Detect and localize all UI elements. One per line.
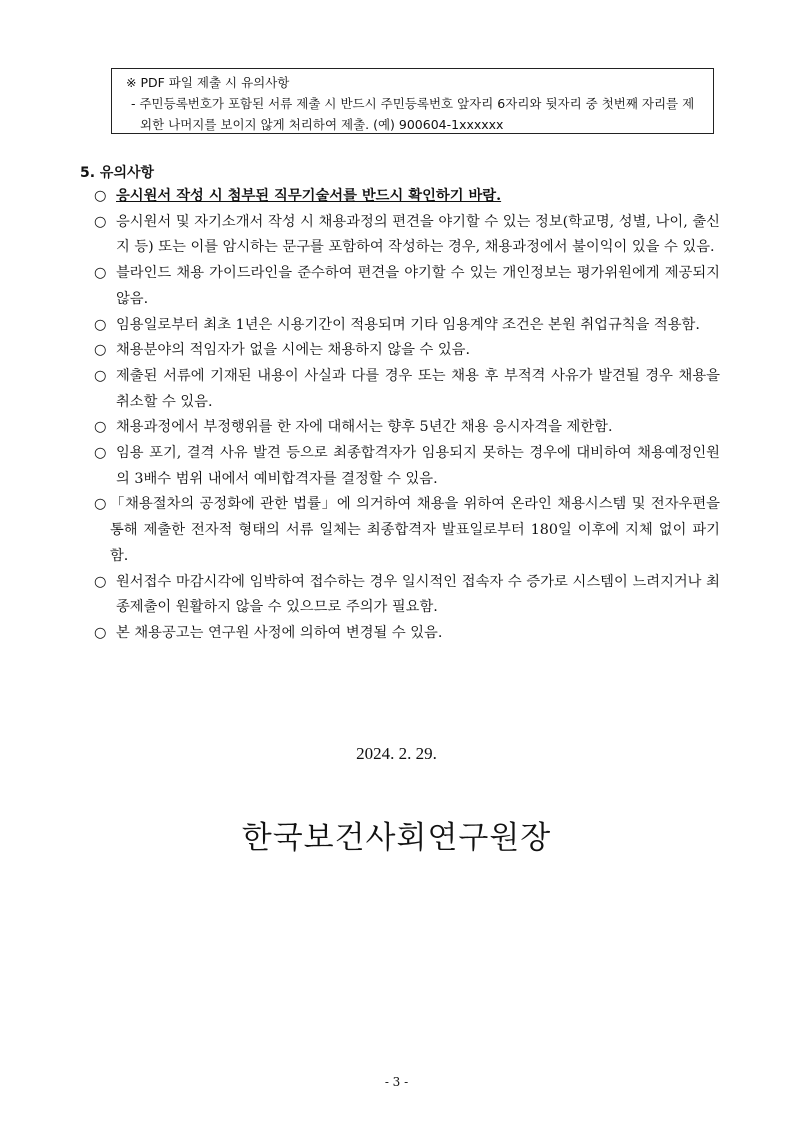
precautions-list xyxy=(88,184,720,647)
list-item-text: 임용 포기, 결격 사유 발견 등으로 최종합격자가 임용되지 못하는 경우에 대비하여 채용예정인원의 3배수 범위 내에서 예비합격자를 결정할 수 있음. xyxy=(116,445,720,487)
list-item xyxy=(88,338,720,364)
issuer-signature: 한국보건사회연구원장 xyxy=(241,820,552,856)
list-item xyxy=(88,261,720,312)
bullet-icon: ○ xyxy=(94,573,107,590)
section-title: 5. 유의사항 xyxy=(80,165,155,181)
bullet-icon: ○ xyxy=(94,496,107,513)
notice-item: - 주민등록번호가 포함된 서류 제출 시 반드시 주민등록번호 앞자리 6자리와 뒷자리 중 첫번째 자리를 제외한 나머지를 보이지 않게 처리하여 제출. (예) 900604-1xxxxxx xyxy=(131,96,695,132)
announcement-date: 2024. 2. 29. xyxy=(356,744,437,763)
list-item-text: 「채용절차의 공정화에 관한 법률」에 의거하여 채용을 위하여 온라인 채용시스템 및 전자우편을 통해 제출한 전자적 형태의 서류 일체는 최종합격자 발표일로부터 180일 이후에 지체 없이 파기함. xyxy=(110,496,720,564)
page-number: - 3 - xyxy=(384,1075,409,1089)
list-item-text: 본 채용공고는 연구원 사정에 의하여 변경될 수 있음. xyxy=(116,624,443,641)
list-item xyxy=(88,621,720,647)
list-item xyxy=(88,313,720,339)
list-item-text: 채용과정에서 부정행위를 한 자에 대해서는 향후 5년간 채용 응시자격을 제한함. xyxy=(116,419,613,436)
list-item xyxy=(88,210,720,261)
bullet-icon: ○ xyxy=(94,188,107,204)
list-item xyxy=(88,441,720,492)
bullet-icon: ○ xyxy=(94,265,107,282)
bullet-icon: ○ xyxy=(94,624,107,641)
list-item xyxy=(88,184,720,210)
list-item xyxy=(88,364,720,415)
pdf-notice-box xyxy=(111,68,714,134)
list-item xyxy=(88,415,720,441)
list-item-text: 응시원서 및 자기소개서 작성 시 채용과정의 편견을 야기할 수 있는 정보(학교명, 성별, 나이, 출신지 등) 또는 이를 암시하는 문구를 포함하여 작성하는 경우, 채용과정에서 불이익이 있을 수 있음. xyxy=(116,213,720,256)
bullet-icon: ○ xyxy=(94,367,107,384)
list-item-text: 제출된 서류에 기재된 내용이 사실과 다를 경우 또는 채용 후 부적격 사유가 발견될 경우 채용을 취소할 수 있음. xyxy=(116,367,720,410)
list-item-text: 원서접수 마감시각에 임박하여 접수하는 경우 일시적인 접속자 수 증가로 시스템이 느려지거나 최종제출이 원활하지 않을 수 있으므로 주의가 필요함. xyxy=(116,573,720,616)
list-item-text: 블라인드 채용 가이드라인을 준수하여 편견을 야기할 수 있는 개인정보는 평가위원에게 제공되지 않음. xyxy=(116,265,720,307)
bullet-icon: ○ xyxy=(94,316,107,333)
list-item-text: 응시원서 작성 시 첨부된 직무기술서를 반드시 확인하기 바람. xyxy=(116,188,502,204)
notice-title: ※ PDF 파일 제출 시 유의사항 xyxy=(126,75,290,90)
bullet-icon: ○ xyxy=(94,419,107,436)
list-item xyxy=(88,492,720,569)
bullet-icon: ○ xyxy=(94,213,107,230)
list-item xyxy=(88,570,720,621)
bullet-icon: ○ xyxy=(94,445,107,462)
bullet-icon: ○ xyxy=(94,342,107,359)
list-item-text: 채용분야의 적임자가 없을 시에는 채용하지 않을 수 있음. xyxy=(116,342,471,359)
list-item-text: 임용일로부터 최초 1년은 시용기간이 적용되며 기타 임용계약 조건은 본원 취업규칙을 적용함. xyxy=(116,316,700,333)
